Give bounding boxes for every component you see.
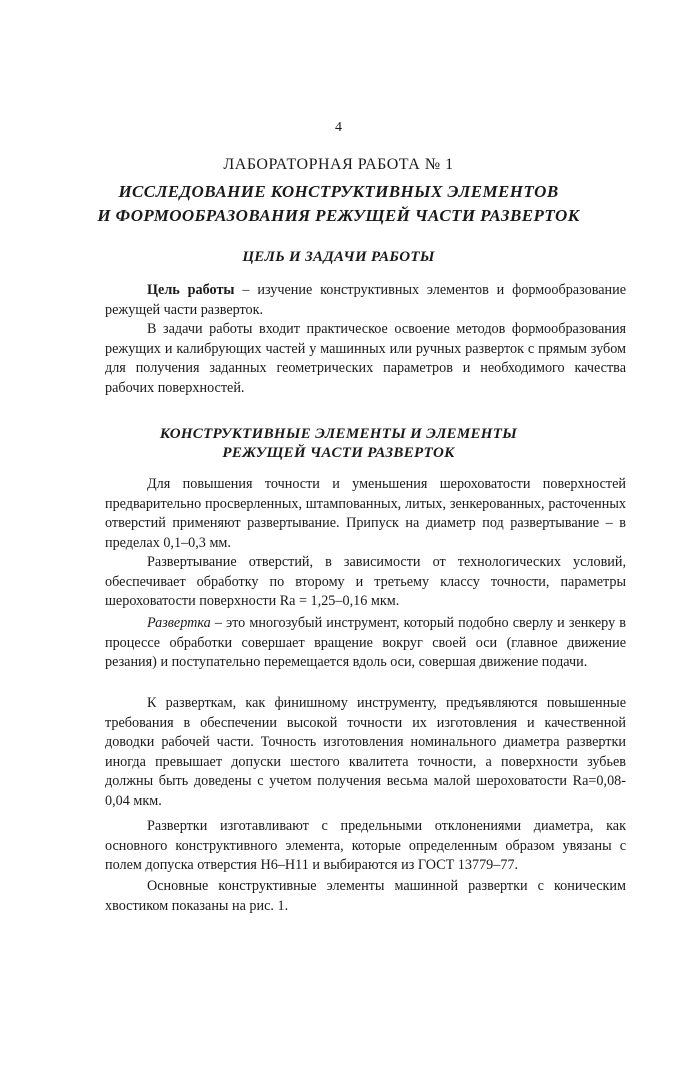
goal-paragraph [105,281,626,320]
body-paragraph-5: Развертки изготавливают с предельными отклонениями диаметра, как основного конструктивного элемента, которые определенным образом увязаны с полем допуска отверстия Н6–Н11 и выбираются из ГОСТ 13779–77. [105,818,626,873]
title-line-2: И ФОРМООБРАЗОВАНИЯ РЕЖУЩЕЙ ЧАСТИ РАЗВЕРТОК [97,206,580,225]
goal-text: – изучение конструктивных элементов и формообразование режущей части разверток. [105,282,626,318]
title-line-1: ИССЛЕДОВАНИЕ КОНСТРУКТИВНЫХ ЭЛЕМЕНТОВ [118,182,559,201]
reamer-term: Развертка [147,615,211,631]
body-paragraph-4: К разверткам, как финишному инструменту, предъявляются повышенные требования в обеспечении высокой точности их изготовления и качественной доводки рабочей части. Точность изготовления номинального диаметра развертки иногда превышает допуски шестого квалитета точности, а поверхности зубьев должны быть доведены с учетом получения весьма малой шероховатости Ra=0,08-0,04 мкм. [105,695,626,809]
section-heading-goal [60,248,617,267]
goal-term: Цель работы [147,282,235,298]
reamer-definition: – это многозубый инструмент, который подобно сверлу и зенкеру в процессе обработки совершает вращение вокруг своей оси (главное движение резания) и поступательно перемещается вдоль оси, совершая движение подачи. [105,615,626,670]
section-heading-elements-line-2: РЕЖУЩЕЙ ЧАСТИ РАЗВЕРТОК [222,445,455,461]
body-paragraph-1: Для повышения точности и уменьшения шероховатости поверхностей предварительно просверленных, штампованных, литых, зенкерованных, расточенных отверстий применяют развертывание. Припуск на диаметр под развертывание – в пределах 0,1–0,3 мм. [105,476,626,551]
page-number: 4 [335,120,342,135]
section-heading-elements [60,425,617,463]
body-paragraph-6: Основные конструктивные элементы машинной развертки с коническим хвостиком показаны на рис. 1. [105,878,626,914]
document-title [60,180,617,228]
body-paragraph-3 [105,614,626,673]
tasks-paragraph: В задачи работы входит практическое освоение методов формообразования режущих и калибрующих частей у машинных или ручных разверток с прямым зубом для получения заданных геометрических параметров и необходимого качества рабочих поверхностей. [105,321,626,396]
lab-work-header: ЛАБОРАТОРНАЯ РАБОТА № 1 [223,156,454,173]
section-heading-goal-text: ЦЕЛЬ И ЗАДАЧИ РАБОТЫ [242,249,435,265]
body-paragraph-2: Развертывание отверстий, в зависимости от технологических условий, обеспечивает обработку по второму и третьему классу точности, параметры шероховатости поверхности Ra = 1,25–0,16 мкм. [105,554,626,609]
section-heading-elements-line-1: КОНСТРУКТИВНЫЕ ЭЛЕМЕНТЫ И ЭЛЕМЕНТЫ [159,426,518,442]
